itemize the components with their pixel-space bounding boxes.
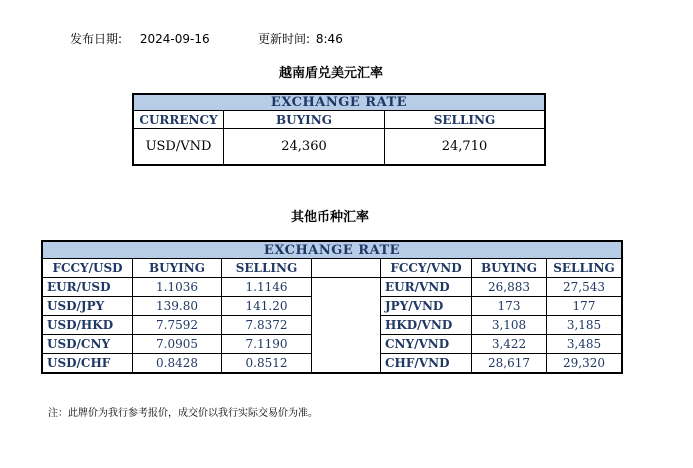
publish-date-value: 2024-09-16	[139, 32, 210, 46]
left-selling-cell: 1.1146	[222, 278, 312, 297]
usd-buying-cell: 24,360	[224, 129, 385, 166]
right-pair-cell: CHF/VND	[381, 354, 472, 374]
col-left-buying: BUYING	[133, 259, 222, 278]
column-spacer	[312, 316, 381, 335]
col-right-buying: BUYING	[472, 259, 547, 278]
right-selling-cell: 29,320	[547, 354, 623, 374]
table-row	[42, 297, 622, 316]
right-pair-cell: JPY/VND	[381, 297, 472, 316]
col-fccy-usd: FCCY/USD	[42, 259, 133, 278]
update-time-label: 更新时间:	[258, 32, 311, 46]
right-selling-cell: 3,485	[547, 335, 623, 354]
update-time-value: 8:46	[315, 32, 343, 46]
usd-vnd-rate-table	[132, 93, 546, 166]
right-selling-cell: 177	[547, 297, 623, 316]
right-buying-cell: 3,422	[472, 335, 547, 354]
update-time	[258, 30, 343, 47]
usd-selling-cell: 24,710	[385, 129, 546, 166]
publish-date	[70, 30, 210, 47]
usd-currency-cell: USD/VND	[133, 129, 224, 166]
column-spacer	[312, 335, 381, 354]
col-selling: SELLING	[385, 111, 546, 129]
right-buying-cell: 3,108	[472, 316, 547, 335]
col-right-selling: SELLING	[547, 259, 623, 278]
usd-table-title: EXCHANGE RATE	[133, 94, 545, 111]
left-buying-cell: 7.0905	[133, 335, 222, 354]
right-pair-cell: EUR/VND	[381, 278, 472, 297]
column-spacer	[312, 354, 381, 374]
usd-section-title: 越南盾兑美元汇率	[279, 66, 384, 81]
col-left-selling: SELLING	[222, 259, 312, 278]
left-pair-cell: USD/JPY	[42, 297, 133, 316]
col-buying: BUYING	[224, 111, 385, 129]
right-buying-cell: 28,617	[472, 354, 547, 374]
right-pair-cell: HKD/VND	[381, 316, 472, 335]
col-currency: CURRENCY	[133, 111, 224, 129]
left-selling-cell: 141.20	[222, 297, 312, 316]
right-buying-cell: 26,883	[472, 278, 547, 297]
column-spacer	[312, 259, 381, 278]
left-selling-cell: 7.1190	[222, 335, 312, 354]
disclaimer-note: 注：此牌价为我行参考报价，成交价以我行实际交易价为准。	[48, 408, 318, 419]
other-section-title: 其他币种汇率	[291, 210, 370, 225]
table-row	[42, 354, 622, 374]
left-pair-cell: EUR/USD	[42, 278, 133, 297]
publish-date-label: 发布日期:	[70, 32, 123, 46]
table-row	[42, 316, 622, 335]
right-selling-cell: 27,543	[547, 278, 623, 297]
right-selling-cell: 3,185	[547, 316, 623, 335]
left-selling-cell: 0.8512	[222, 354, 312, 374]
right-pair-cell: CNY/VND	[381, 335, 472, 354]
column-spacer	[312, 278, 381, 297]
left-selling-cell: 7.8372	[222, 316, 312, 335]
table-row	[42, 278, 622, 297]
other-currency-rate-table	[41, 240, 623, 374]
left-pair-cell: USD/CHF	[42, 354, 133, 374]
other-table-title: EXCHANGE RATE	[42, 241, 622, 259]
left-buying-cell: 1.1036	[133, 278, 222, 297]
left-buying-cell: 7.7592	[133, 316, 222, 335]
left-buying-cell: 0.8428	[133, 354, 222, 374]
left-buying-cell: 139.80	[133, 297, 222, 316]
column-spacer	[312, 297, 381, 316]
table-row	[42, 335, 622, 354]
col-fccy-vnd: FCCY/VND	[381, 259, 472, 278]
left-pair-cell: USD/CNY	[42, 335, 133, 354]
right-buying-cell: 173	[472, 297, 547, 316]
left-pair-cell: USD/HKD	[42, 316, 133, 335]
table-row	[133, 129, 545, 166]
